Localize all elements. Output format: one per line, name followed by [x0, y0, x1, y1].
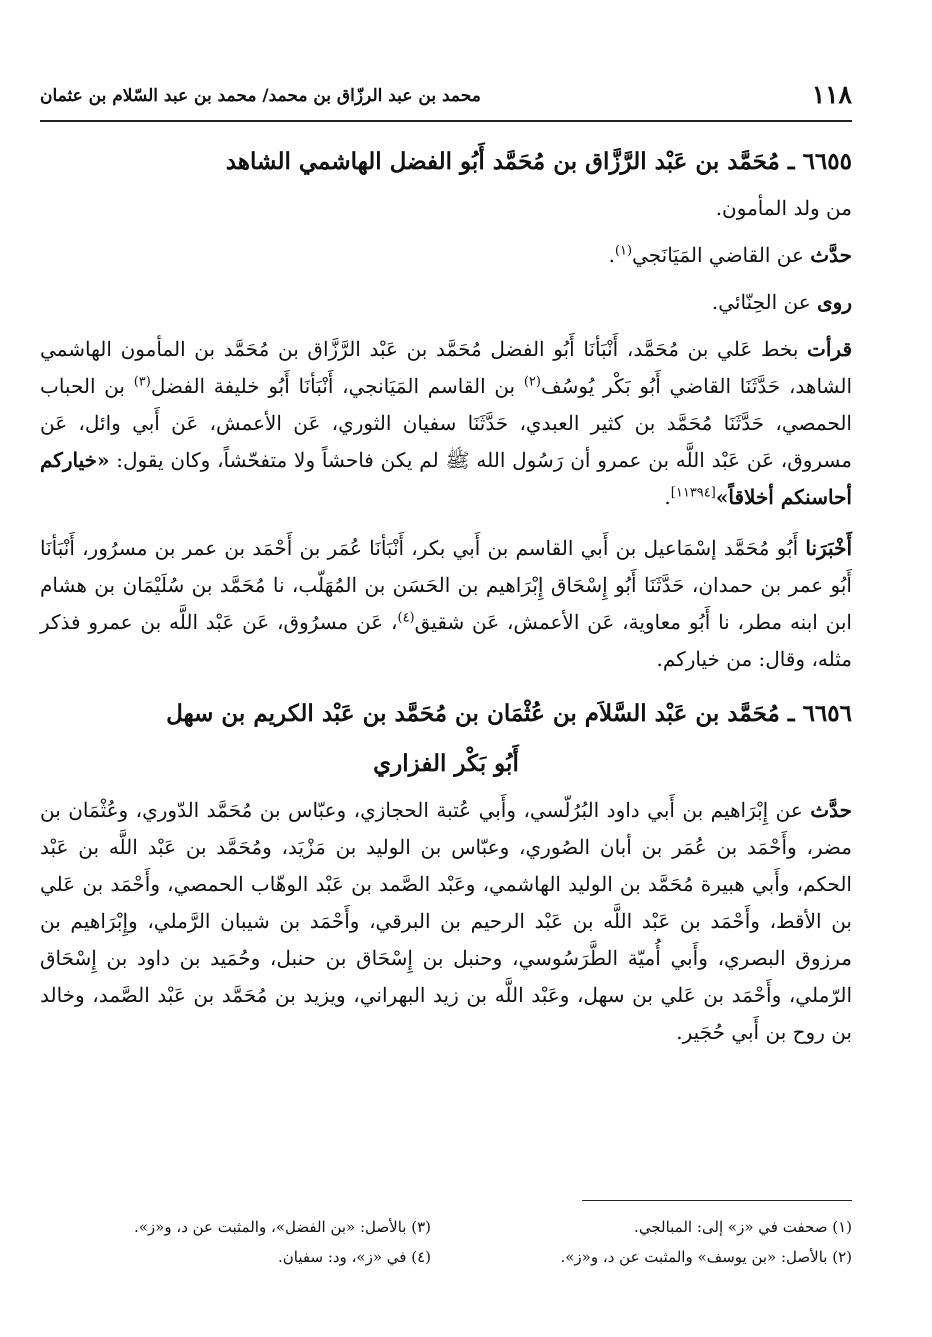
running-header	[40, 76, 852, 120]
footnote-marker: (١)	[614, 243, 633, 259]
paragraph-text: أَبُو مُحَمَّد إسْمَاعيل بن أَبي القاسم بن أَبي بكر، أَنْبَأنَا عُمَر بن أَحْمَد بن عمر بن مسرُور، أَنْبَأنَا أَبُو عمر بن حمدان، حَدَّثَنَا أَبُو إِسْحَاق إِبْرَاهيم بن الحَسَن بن المُهَلّب، نا مُحَمَّد بن سُلَيْمَان بن هشام ابن ابنه مطر، نا أَبُو معاوية، عَن الأعمش، عَن شقيق	[40, 536, 852, 634]
footnote-1: (١) صحفت في «ز» إلى: المبالجي.	[634, 1218, 852, 1236]
paragraph	[40, 331, 852, 516]
paragraph-text: بن القاسم المَيَانجي، أَنْبَأنَا أَبُو خليفة الفضل	[150, 374, 516, 398]
footnotes	[40, 1212, 852, 1272]
lead-word: حدَّث	[810, 243, 852, 267]
entry-line	[40, 237, 852, 274]
paragraph-text: ، عَن مسرُوق، عَن عَبْد اللَّه بن عمرو فذكر مثله، وقال: من خياركم.	[40, 610, 852, 671]
main-text	[40, 140, 852, 1065]
entry-line-text: من ولد المأمون.	[715, 196, 852, 220]
entry-line	[40, 190, 852, 227]
entry-heading-6656: ٦٦٥٦ ـ مُحَمَّد بن عَبْد السَّلاَم بن عُثْمَان بن مُحَمَّد بن عَبْد الكريم بن سهل	[166, 700, 852, 727]
running-title: محمد بن عبد الرزّاق بن محمد/ محمد بن عبد السّلام بن عثمان	[40, 86, 481, 106]
lead-word: روى	[817, 290, 852, 314]
page-number: ١١٨	[811, 80, 852, 109]
footnote-marker: (٤)	[397, 610, 415, 626]
punctuation: .	[664, 485, 671, 509]
footnote-2: (٢) بالأصل: «بن يوسف» والمثبت عن د، و«ز».	[560, 1248, 852, 1266]
entry-line	[40, 284, 852, 321]
entry-heading-6655: ٦٦٥٥ ـ مُحَمَّد بن عَبْد الرَّزَّاق بن مُحَمَّد أَبُو الفضل الهاشمي الشاهد	[225, 148, 852, 175]
footnote-marker: (٣)	[133, 374, 151, 390]
lead-word: أَخْبَرَنا	[805, 536, 852, 560]
footnote-3: (٣) بالأصل: «بن الفضل»، والمثبت عن د، و«ز».	[133, 1218, 431, 1236]
hadith-quote: «خياركم أحاسنكم أخلاقاً»	[40, 448, 852, 509]
footnote-rule	[582, 1200, 852, 1201]
hadith-reference: [١١٣٩٤]	[670, 485, 716, 501]
paragraph-text: بن الحباب الحمصي، حَدَّثَنَا مُحَمَّد بن كثير العبدي، حَدَّثَنَا سفيان الثوري، عَن الأعمش، عَن أَبي وائل، عَن مسروق، عَن عَبْد اللَّه بن عمرو أن رَسُول الله ﷺ لم يكن فاحشاً ولا متفحّشاً، وكان يقول:	[40, 374, 853, 472]
footnote-marker: (٢)	[523, 374, 541, 390]
entry-heading-6656-line2: أَبُو بَكْر الفزاري	[373, 750, 519, 777]
entry-line-text: عن القاضي المَيَانَجي	[632, 243, 804, 267]
punctuation: .	[608, 243, 615, 267]
paragraph	[40, 792, 852, 1051]
paragraph-text: بخط عَلي بن مُحَمَّد، أَنْبَأنَا أَبُو الفضل مُحَمَّد بن عَبْد الرَّزَّاق بن مُحَمَّد بن المأمون الهاشمي الشاهد، حَدَّثَنَا القاضي أَبُو بَكْر يُوسُف	[40, 337, 853, 398]
footnote-4: (٤) في «ز»، ود: سفيان.	[278, 1248, 431, 1266]
lead-word: قرأت	[807, 337, 853, 361]
paragraph-text: عن إِبْرَاهيم بن أَبي داود البُرُلّسي، وأَبي عُتبة الحجازي، وعبّاس بن مُحَمَّد الدّوري، وعُثْمَان بن مضر، وأَحْمَد بن عُمَر بن أبان الصُوري، وعبّاس بن الوليد بن مَزْيَد، ومُحَمَّد بن عَبْد اللَّه بن عَبْد الحكم، وأَبي هبيرة مُحَمَّد بن الوليد الهاشمي، وعَبْد الصَّمد بن عَبْد الوهّاب الحمصي، وأَحْمَد بن عَلي بن الأقط، وأَحْمَد بن عَبْد اللَّه بن عَبْد الرحيم بن البرقي، وأَحْمَد بن شيبان الرَّملي، وإِبْرَاهيم بن مرزوق البصري، وأَبي أُميّة الطَّرَسُوسي، وحنبل بن إِسْحَاق بن حنبل، وحُمَيد بن داود بن إِسْحَاق الرّملي، وأَحْمَد بن عَلي بن سهل، وعَبْد اللَّه بن زيد البهراني، ويزيد بن مُحَمَّد بن عَبْد الصَّمد، وخالد بن روح بن أَبي حُجَير.	[40, 798, 852, 1044]
header-rule	[40, 120, 852, 122]
entry-line-text: عن الحِنّائي.	[711, 290, 811, 314]
paragraph	[40, 530, 852, 678]
lead-word: حدَّث	[810, 798, 852, 822]
